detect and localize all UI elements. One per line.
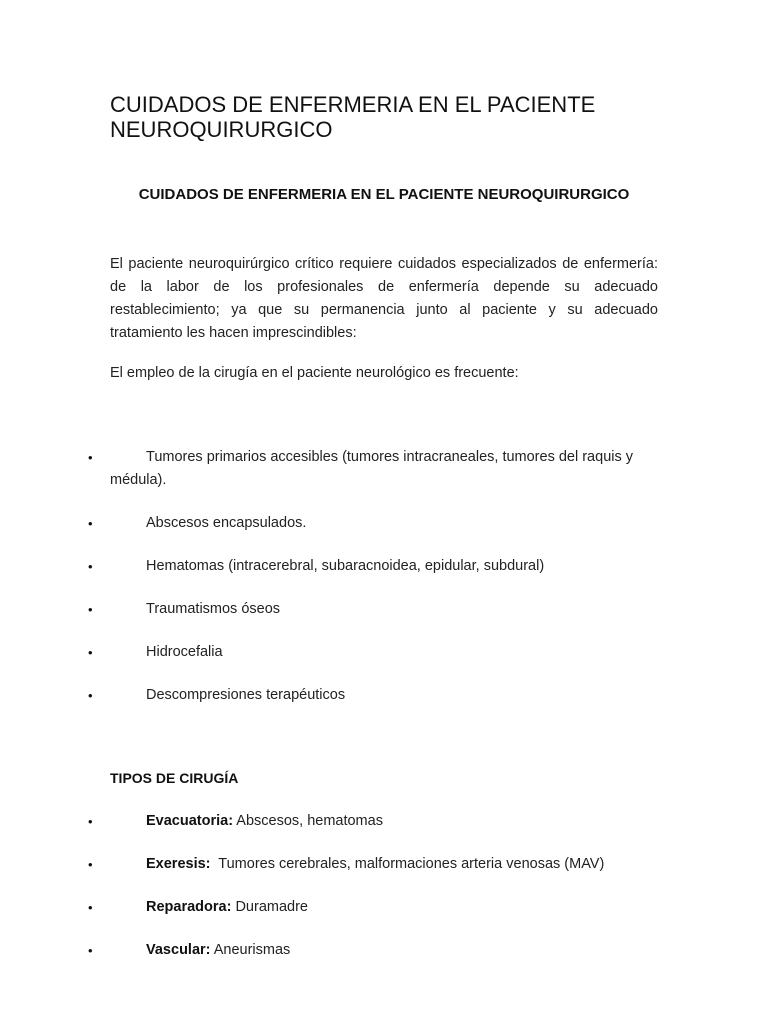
intro-paragraph: El paciente neuroquirúrgico crítico requiere cuidados especializados de enfermería: de la labor de los profesionales de enfermería depende su adecuado restablecimiento; ya que su permanencia junto al paciente y su adecuado tratamiento les hacen imprescindibles: <box>110 256 658 341</box>
bullet-icon: • <box>88 559 93 574</box>
list-item-text: Hematomas (intracerebral, subaracnoidea, epidular, subdural) <box>146 558 545 574</box>
bullet-icon: • <box>88 602 93 617</box>
surgery-type-description: Duramadre <box>231 899 308 915</box>
list-item <box>88 896 660 919</box>
list-item-text <box>110 853 660 876</box>
list-item <box>88 939 660 962</box>
surgery-type-description: Aneurismas <box>210 942 291 958</box>
surgery-types-heading: TIPOS DE CIRUGÍA <box>110 770 239 786</box>
list-item <box>88 684 660 707</box>
list-item-text <box>110 896 660 919</box>
list-item-text <box>110 939 660 962</box>
section-heading: CUIDADOS DE ENFERMERIA EN EL PACIENTE NEUROQUIRURGICO <box>138 186 630 203</box>
surgery-type-name: Exeresis: <box>146 856 211 872</box>
bullet-icon: • <box>88 516 93 531</box>
bullet-icon: • <box>88 900 93 915</box>
bullet-icon: • <box>88 943 93 958</box>
list-item <box>88 810 660 833</box>
list-item <box>88 446 660 492</box>
surgery-type-name: Evacuatoria: <box>146 813 234 829</box>
list-item-text: Tumores primarios accesibles (tumores intracraneales, tumores del raquis y médula). <box>110 449 634 488</box>
list-item <box>88 853 660 876</box>
list-item <box>88 512 660 535</box>
bullet-icon: • <box>88 857 93 872</box>
list-item-text: Hidrocefalia <box>146 644 223 660</box>
list-item-text: Traumatismos óseos <box>146 601 281 617</box>
bullet-icon: • <box>88 645 93 660</box>
bullet-icon: • <box>88 814 93 829</box>
usage-paragraph: El empleo de la cirugía en el paciente neurológico es frecuente: <box>110 365 519 381</box>
list-item-text <box>110 810 660 833</box>
document-title: CUIDADOS DE ENFERMERIA EN EL PACIENTE NEUROQUIRURGICO <box>110 92 596 142</box>
bullet-icon: • <box>88 688 93 703</box>
bullet-icon: • <box>88 450 93 465</box>
surgery-type-name: Vascular: <box>146 942 211 958</box>
list-item <box>88 555 660 578</box>
list-item <box>88 641 660 664</box>
list-item <box>88 598 660 621</box>
list-item-text: Abscesos encapsulados. <box>146 515 307 531</box>
surgery-type-description: Abscesos, hematomas <box>233 813 383 829</box>
list-item-text: Descompresiones terapéuticos <box>146 687 346 703</box>
surgery-type-description: Tumores cerebrales, malformaciones arteria venosas (MAV) <box>210 856 605 872</box>
surgery-type-name: Reparadora: <box>146 899 232 915</box>
